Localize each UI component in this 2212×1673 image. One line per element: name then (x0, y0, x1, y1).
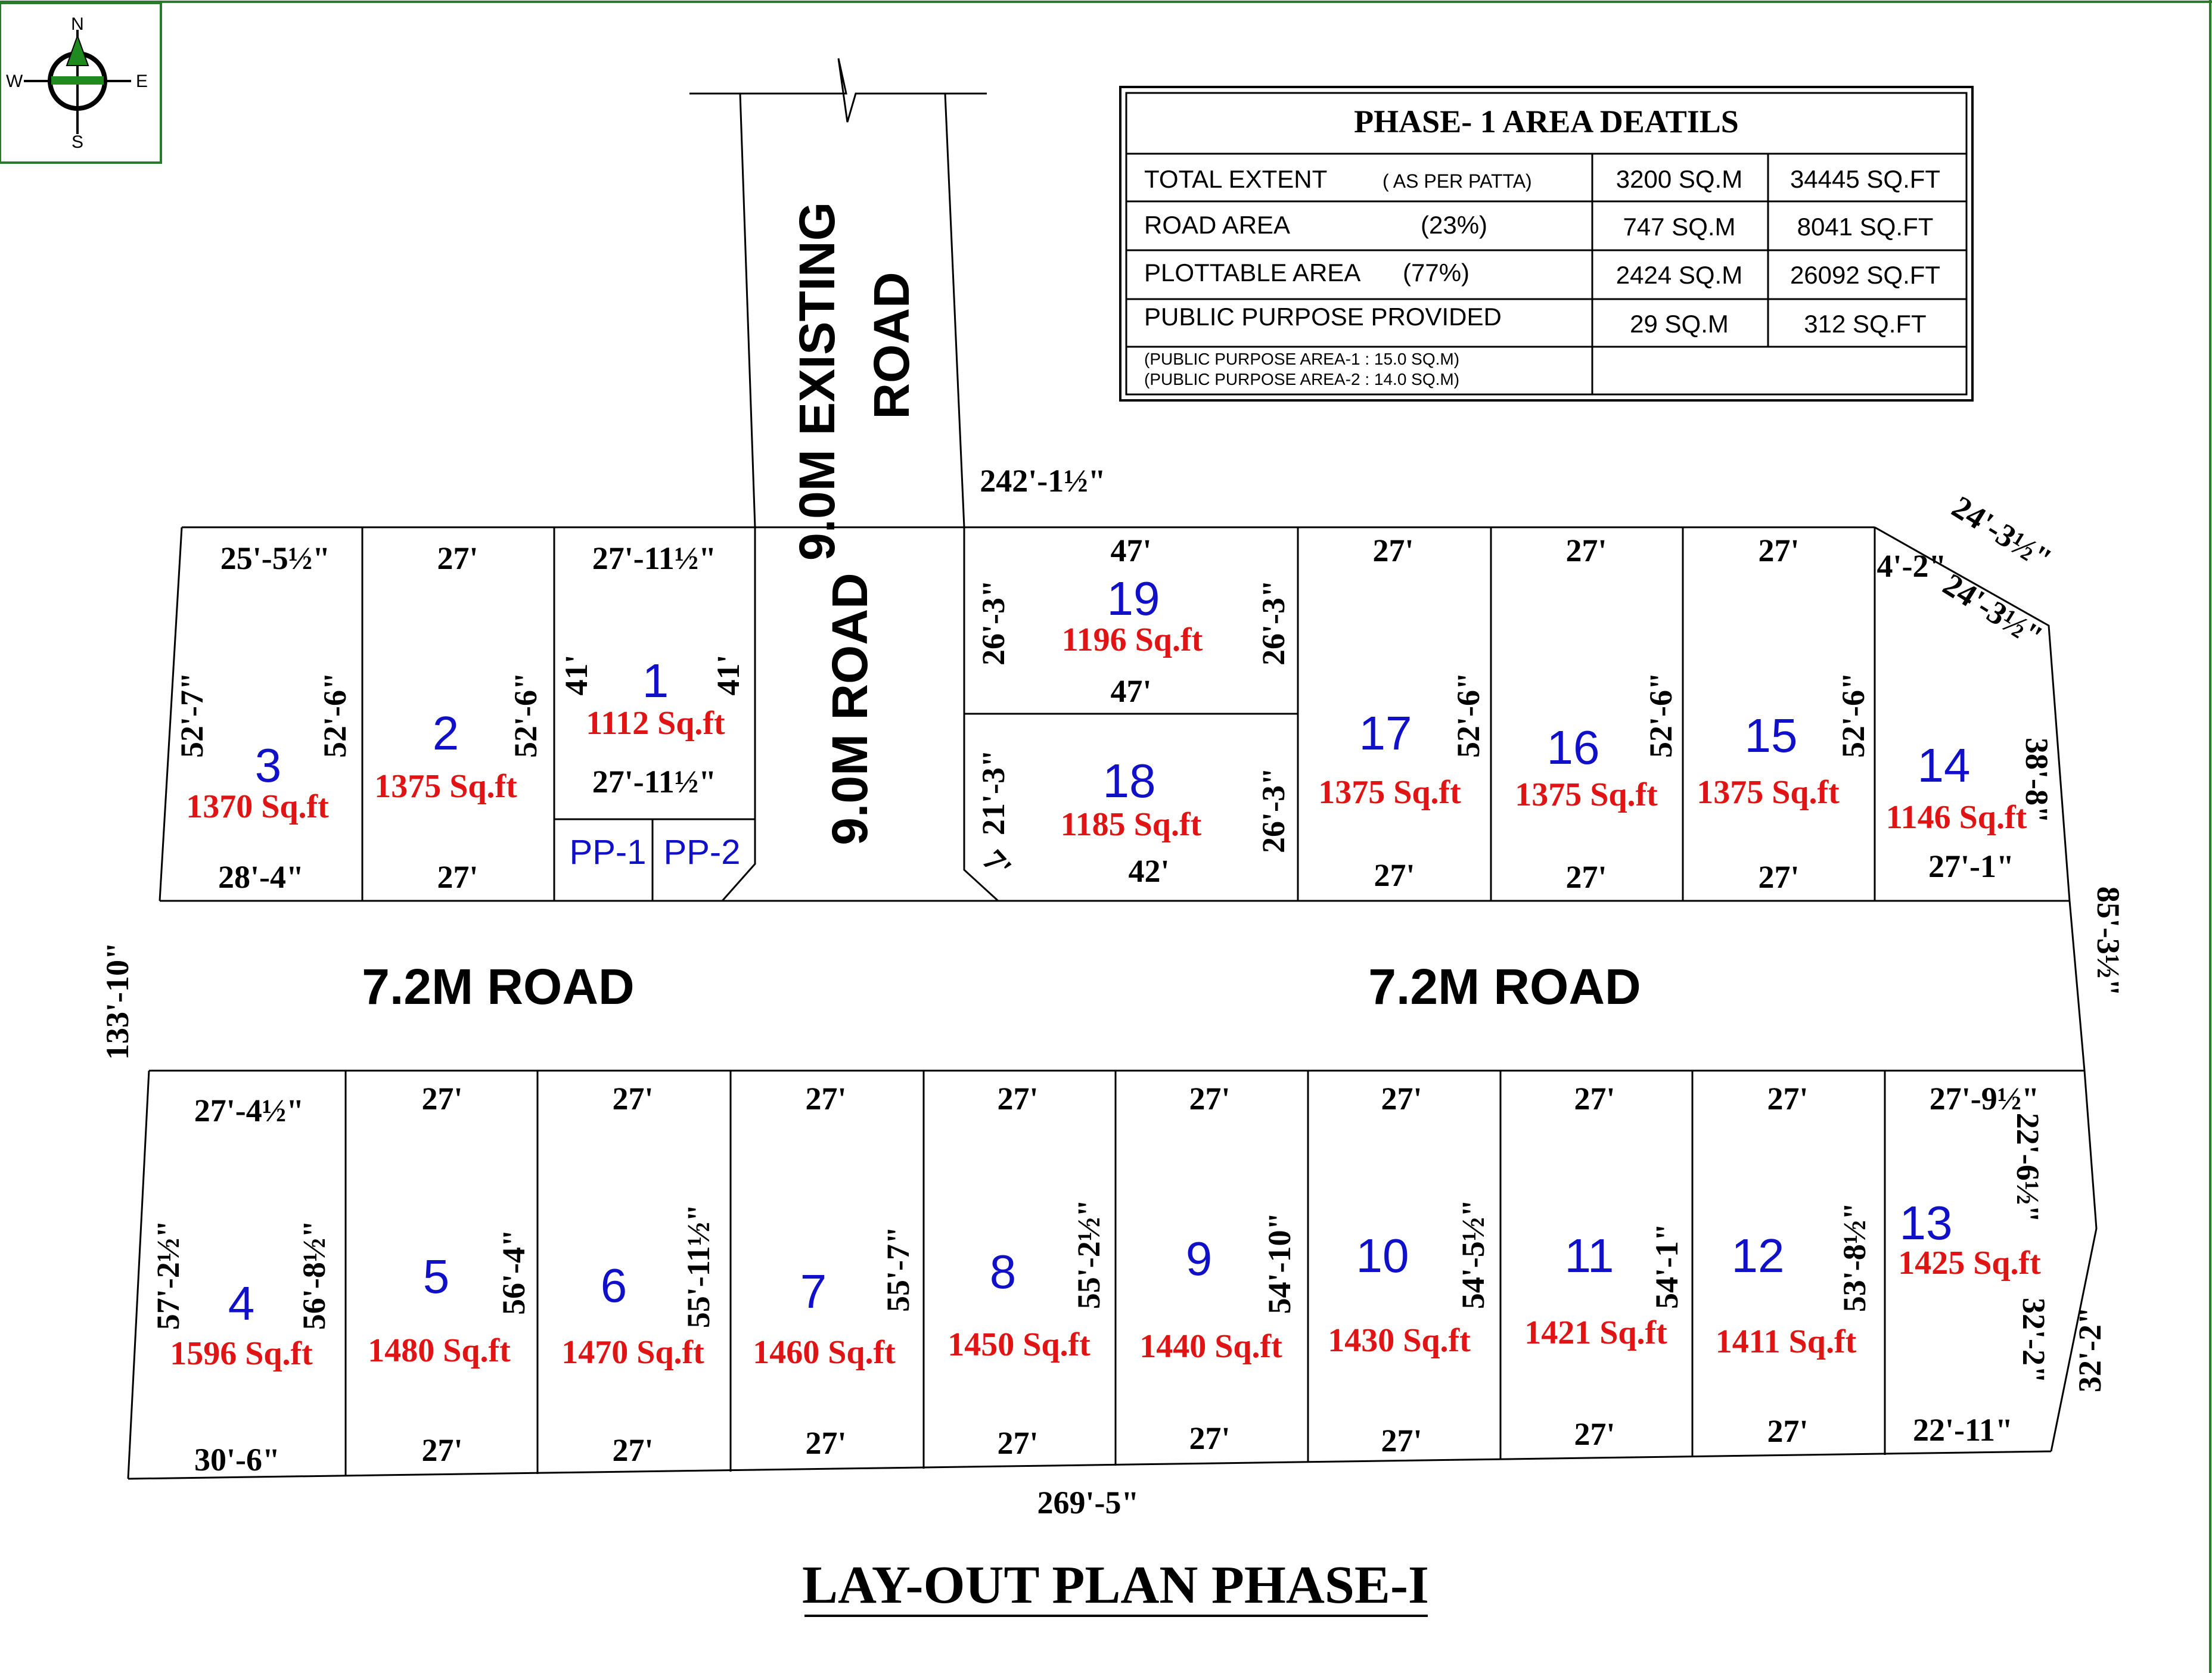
plot-1-number: 1 (642, 654, 669, 707)
plot-13-area: 1425 Sq.ft (1898, 1245, 2041, 1282)
dim-v4r: 56'-8½" (296, 1220, 332, 1330)
plot-10-number: 10 (1356, 1229, 1409, 1282)
row-plottable-label: PLOTTABLE AREA (1144, 259, 1361, 287)
plot-8-number: 8 (989, 1245, 1017, 1298)
plot-15-number: 15 (1744, 709, 1798, 762)
plot-1-area: 1112 Sq.ft (586, 705, 725, 742)
pp1-label: PP-1 (569, 833, 647, 872)
dim-bot-4: 30'-6" (194, 1442, 280, 1478)
plot-9-area: 1440 Sq.ft (1139, 1328, 1282, 1365)
row-public-label: PUBLIC PURPOSE PROVIDED (1144, 303, 1502, 331)
row-total-sqft: 34445 SQ.FT (1790, 165, 1941, 193)
dim-v12r: 53'-8½" (1837, 1202, 1872, 1313)
dim-top-15: 27' (1758, 533, 1800, 568)
dim-midtop-3: 28'-4" (218, 859, 304, 895)
dim-midtop-14: 27'-1" (1928, 848, 2014, 884)
row-plottable-note: (77%) (1403, 259, 1470, 287)
plot-9-number: 9 (1185, 1232, 1213, 1285)
plot-14-area: 1146 Sq.ft (1885, 799, 2027, 836)
footnote-pp2: (PUBLIC PURPOSE AREA-2 : 14.0 SQ.M) (1144, 370, 1460, 388)
dim-v19r: 26'-3" (1256, 580, 1291, 666)
dim-bot-13: 22'-11" (1913, 1412, 2013, 1448)
plot-3-area: 1370 Sq.ft (186, 788, 329, 825)
dim-v16r: 52'-6" (1643, 672, 1679, 758)
dim-overall-left: 133'-10" (100, 942, 135, 1060)
plot-5-area: 1480 Sq.ft (368, 1332, 511, 1369)
compass-w: W (6, 71, 23, 91)
compass-s: S (71, 132, 84, 152)
existing-road-label-1: 9.0M EXISTING (789, 201, 845, 561)
plot-19-area: 1196 Sq.ft (1061, 621, 1203, 658)
plot-10-area: 1430 Sq.ft (1328, 1322, 1471, 1359)
dim-bot-12: 27' (1767, 1413, 1809, 1449)
dim-v9r: 54'-10" (1262, 1212, 1297, 1314)
row-total-label: TOTAL EXTENT (1144, 165, 1328, 193)
dim-v6r: 55'-11½" (681, 1204, 716, 1329)
row-road-note: (23%) (1421, 211, 1488, 239)
plan-title: LAY-OUT PLAN PHASE-I (802, 1556, 1429, 1615)
dim-v4l: 57'-2½" (150, 1220, 186, 1330)
dim-midbot-7: 27' (805, 1081, 847, 1117)
plot-18-area: 1185 Sq.ft (1060, 806, 1202, 843)
road-label-right: 7.2M ROAD (1368, 959, 1641, 1015)
dim-v19l: 26'-3" (975, 580, 1011, 666)
dim-bot-11: 27' (1574, 1416, 1615, 1452)
dim-bot-8: 27' (997, 1425, 1039, 1461)
dim-overall-right: 85'-3½" (2090, 886, 2126, 997)
dim-overall-bottom: 269'-5" (1037, 1485, 1139, 1520)
dim-v10r: 54'-5½" (1455, 1199, 1491, 1310)
plot-6-area: 1470 Sq.ft (561, 1334, 704, 1371)
plot-19-number: 19 (1107, 572, 1160, 625)
row-public-sqft: 312 SQ.FT (1804, 310, 1927, 338)
dim-midtop-2: 27' (437, 859, 479, 895)
compass-n: N (71, 14, 84, 34)
dim-v13b: 32'-2" (2016, 1298, 2052, 1383)
dim-v15r: 52'-6" (1835, 672, 1871, 758)
dim-bot-5: 27' (421, 1432, 463, 1468)
plot-17-area: 1375 Sq.ft (1318, 774, 1461, 811)
pp2-label: PP-2 (663, 833, 741, 872)
dim-midtop-16: 27' (1565, 859, 1607, 895)
dim-v5r: 56'-4" (496, 1229, 532, 1315)
compass-e: E (136, 71, 148, 91)
row-road-sqft: 8041 SQ.FT (1797, 213, 1934, 241)
dim-v18c: 7' (975, 842, 1019, 885)
dim-midbot-13: 27'-9½" (1929, 1081, 2040, 1117)
north-arrow-icon (67, 36, 88, 66)
dim-midbot-10: 27' (1381, 1081, 1422, 1117)
dim-v1r: 41' (710, 654, 746, 696)
dim-top-14: 4'-2" (1877, 548, 1947, 584)
road-label-left: 7.2M ROAD (362, 959, 635, 1015)
compass-rose (0, 3, 161, 163)
dim-top-17: 27' (1372, 533, 1414, 568)
plot-2-number: 2 (432, 707, 459, 760)
dim-midtop-17: 27' (1374, 857, 1415, 893)
dim-midtop-1: 27'-11½" (592, 764, 717, 800)
dim-v7r: 55'-7" (880, 1226, 916, 1312)
plot-18-number: 18 (1102, 754, 1156, 807)
plot-6-number: 6 (600, 1259, 627, 1312)
dim-midbot-11: 27' (1574, 1081, 1615, 1117)
row-total-note: ( AS PER PATTA) (1382, 170, 1532, 192)
dim-ne-2: 24'-3½" (1937, 566, 2049, 655)
plot-4-number: 4 (228, 1277, 255, 1330)
plot-11-number: 11 (1564, 1229, 1614, 1282)
plot-7-area: 1460 Sq.ft (753, 1334, 896, 1371)
dim-midtop-15: 27' (1758, 859, 1800, 895)
plot-12-area: 1411 Sq.ft (1715, 1323, 1857, 1360)
dim-v3l: 52'-7" (174, 672, 210, 758)
dim-bot-9: 27' (1189, 1420, 1231, 1456)
dim-midtop-18: 42' (1128, 853, 1170, 889)
dim-v1l: 41' (558, 654, 594, 696)
dim-bot-6: 27' (612, 1432, 654, 1468)
dim-mid-19: 47' (1110, 673, 1152, 709)
plot-14-number: 14 (1917, 739, 1971, 792)
dim-bot-7: 27' (805, 1425, 847, 1461)
dim-midbot-8: 27' (997, 1081, 1039, 1117)
dim-midbot-4: 27'-4½" (194, 1093, 305, 1128)
dim-v13r: 22'-6½" (2010, 1112, 2046, 1223)
existing-road-label-2: ROAD (863, 272, 919, 419)
dim-v14r: 38'-8" (2019, 738, 2055, 823)
row-road-label: ROAD AREA (1144, 211, 1291, 239)
dim-top-3: 25'-5½" (220, 540, 331, 576)
mid-road-label: 9.0M ROAD (822, 573, 878, 845)
dim-v18l: 21'-3" (975, 750, 1011, 835)
dim-midbot-6: 27' (612, 1081, 654, 1117)
dim-bot-10: 27' (1381, 1423, 1422, 1459)
dim-midbot-9: 27' (1189, 1081, 1231, 1117)
plot-16-area: 1375 Sq.ft (1515, 776, 1658, 813)
area-details-table (1120, 87, 1972, 400)
plot-7-number: 7 (800, 1265, 827, 1318)
dim-v17r: 52'-6" (1450, 672, 1486, 758)
dim-midbot-12: 27' (1767, 1081, 1809, 1117)
plot-15-area: 1375 Sq.ft (1697, 774, 1840, 811)
row-plottable-sqft: 26092 SQ.FT (1790, 261, 1941, 289)
table-title: PHASE- 1 AREA DEATILS (1354, 104, 1739, 139)
footnote-pp1: (PUBLIC PURPOSE AREA-1 : 15.0 SQ.M) (1144, 350, 1460, 368)
plot-4-area: 1596 Sq.ft (170, 1335, 313, 1372)
dim-v3r: 52'-6" (317, 672, 353, 758)
plot-2-area: 1375 Sq.ft (374, 768, 517, 805)
plot-11-area: 1421 Sq.ft (1524, 1314, 1667, 1351)
dim-v18r: 26'-3" (1256, 767, 1291, 853)
row-total-sqm: 3200 SQ.M (1615, 165, 1743, 193)
dim-top-1: 27'-11½" (592, 540, 717, 576)
dim-midbot-5: 27' (421, 1081, 463, 1117)
dim-overall-top: 242'-1½" (980, 463, 1106, 499)
dim-ne-1: 24'-3½" (1946, 489, 2058, 578)
dim-top-19: 47' (1110, 533, 1152, 568)
plot-3-number: 3 (254, 739, 282, 792)
plot-16-number: 16 (1546, 721, 1600, 774)
row-plottable-sqm: 2424 SQ.M (1615, 261, 1743, 289)
plot-13-number: 13 (1899, 1196, 1953, 1249)
row-public-sqm: 29 SQ.M (1630, 310, 1729, 338)
plot-12-number: 12 (1731, 1229, 1785, 1282)
dim-top-2: 27' (437, 540, 479, 576)
plot-8-area: 1450 Sq.ft (947, 1326, 1091, 1363)
dim-v8r: 55'-2½" (1071, 1199, 1107, 1310)
compass-bar (51, 76, 104, 85)
dim-v11r: 54'-1" (1649, 1223, 1685, 1309)
dim-top-16: 27' (1565, 533, 1607, 568)
plot-5-number: 5 (422, 1250, 450, 1303)
dim-v2r: 52'-6" (508, 672, 543, 758)
plot-17-number: 17 (1359, 707, 1412, 760)
row-road-sqm: 747 SQ.M (1623, 213, 1736, 241)
dim-overall-right-lower: 32'-2" (2072, 1307, 2108, 1392)
